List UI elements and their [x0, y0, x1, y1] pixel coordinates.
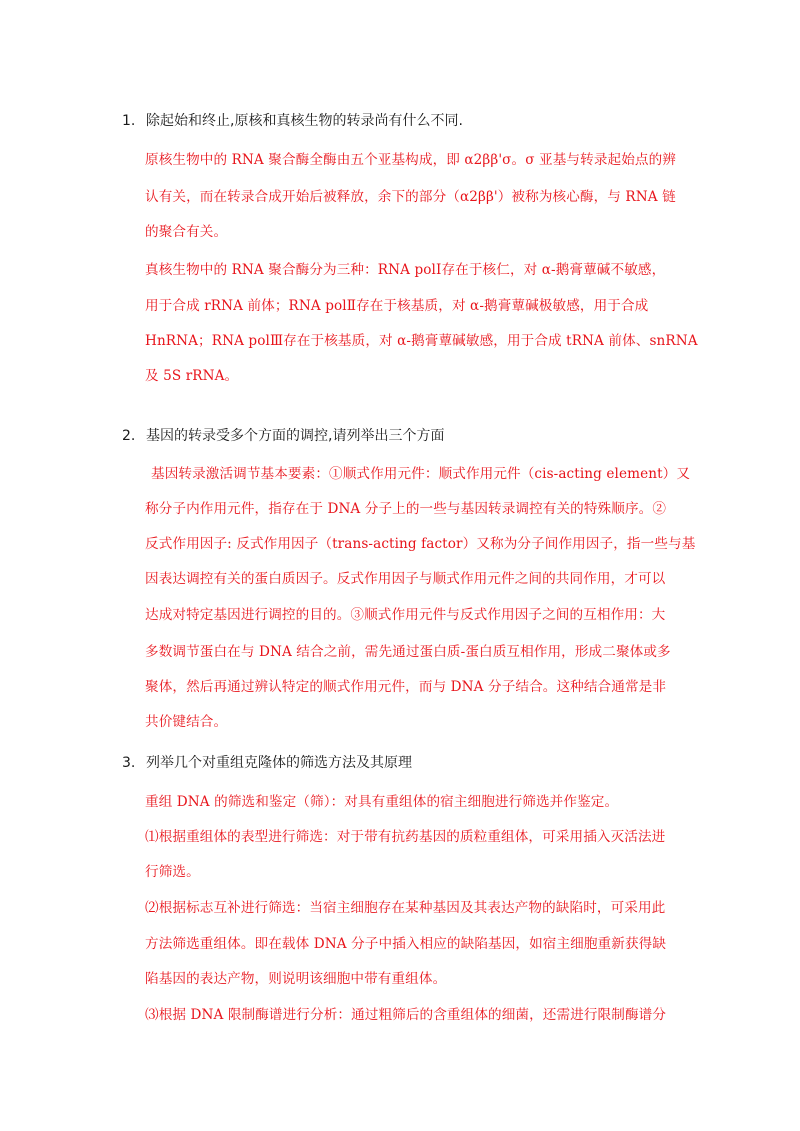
answer-line: 聚体，然后再通过辨认特定的顺式作用元件，而与 DNA 分子结合。这种结合通常是非	[145, 679, 667, 695]
answer-line: 行筛选。	[145, 864, 200, 880]
answer-line: 因表达调控有关的蛋白质因子。反式作用因子与顺式作用元件之间的共同作用，才可以	[145, 571, 666, 587]
answer-line: 及 5S rRNA。	[145, 368, 239, 384]
answer-line: HnRNA；RNA polⅢ存在于核基质，对 α-鹅膏蕈碱敏感，用于合成 tRNA 前体、snRNA	[145, 333, 698, 349]
question-text: 列举几个对重组克隆体的筛选方法及其原理	[146, 755, 412, 771]
answer-line: 陷基因的表达产物，则说明该细胞中带有重组体。	[145, 971, 447, 987]
answer-line: ⑶根据 DNA 限制酶谱进行分析：通过粗筛后的含重组体的细菌，还需进行限制酶谱分	[145, 1007, 667, 1023]
answer-line: ⑵根据标志互补进行筛选：当宿主细胞存在某种基因及其表达产物的缺陷时，可采用此	[145, 900, 666, 916]
question-number: 1.	[122, 113, 136, 129]
answer-line: 共价键结合。	[145, 714, 228, 730]
answer-line: 用于合成 rRNA 前体；RNA polⅡ存在于核基质，对 α-鹅膏蕈碱极敏感，用于合成	[145, 298, 649, 314]
answer-line: 多数调节蛋白在与 DNA 结合之前，需先通过蛋白质-蛋白质互相作用，形成二聚体或多	[145, 644, 671, 660]
answer-line: 重组 DNA 的筛选和鉴定（筛）：对具有重组体的宿主细胞进行筛选并作鉴定。	[145, 794, 619, 810]
question-number: 2.	[122, 428, 136, 444]
answer-line: 的聚合有关。	[145, 224, 228, 240]
answer-line: 基因转录激活调节基本要素：①顺式作用元件：顺式作用元件（cis-acting element）又	[151, 466, 691, 482]
answer-line: 真核生物中的 RNA 聚合酶分为三种：RNA polⅠ存在于核仁，对 α-鹅膏蕈碱不敏感，	[145, 262, 666, 278]
question-text: 除起始和终止,原核和真核生物的转录尚有什么不同.	[146, 113, 463, 129]
question-3	[122, 752, 412, 772]
answer-line: 称分子内作用元件，指存在于 DNA 分子上的一些与基因转录调控有关的特殊顺序。②	[145, 501, 667, 517]
answer-line: ⑴根据重组体的表型进行筛选：对于带有抗药基因的质粒重组体，可采用插入灭活法进	[145, 829, 666, 845]
question-number: 3.	[122, 755, 136, 771]
question-2	[122, 425, 444, 445]
question-1	[122, 110, 463, 130]
answer-line: 原核生物中的 RNA 聚合酶全酶由五个亚基构成，即 α2ββ'σ。σ 亚基与转录起始点的辨	[145, 152, 676, 168]
question-text: 基因的转录受多个方面的调控,请列举出三个方面	[146, 428, 445, 444]
answer-line: 反式作用因子: 反式作用因子（trans-acting factor）又称为分子间作用因子，指一些与基	[145, 536, 696, 552]
answer-line: 达成对特定基因进行调控的目的。③顺式作用元件与反式作用因子之间的互相作用：大	[145, 607, 666, 623]
answer-line: 方法筛选重组体。即在载体 DNA 分子中插入相应的缺陷基因，如宿主细胞重新获得缺	[145, 936, 667, 952]
answer-line: 认有关，而在转录合成开始后被释放，余下的部分（α2ββ'）被称为核心酶，与 RNA 链	[145, 189, 676, 205]
